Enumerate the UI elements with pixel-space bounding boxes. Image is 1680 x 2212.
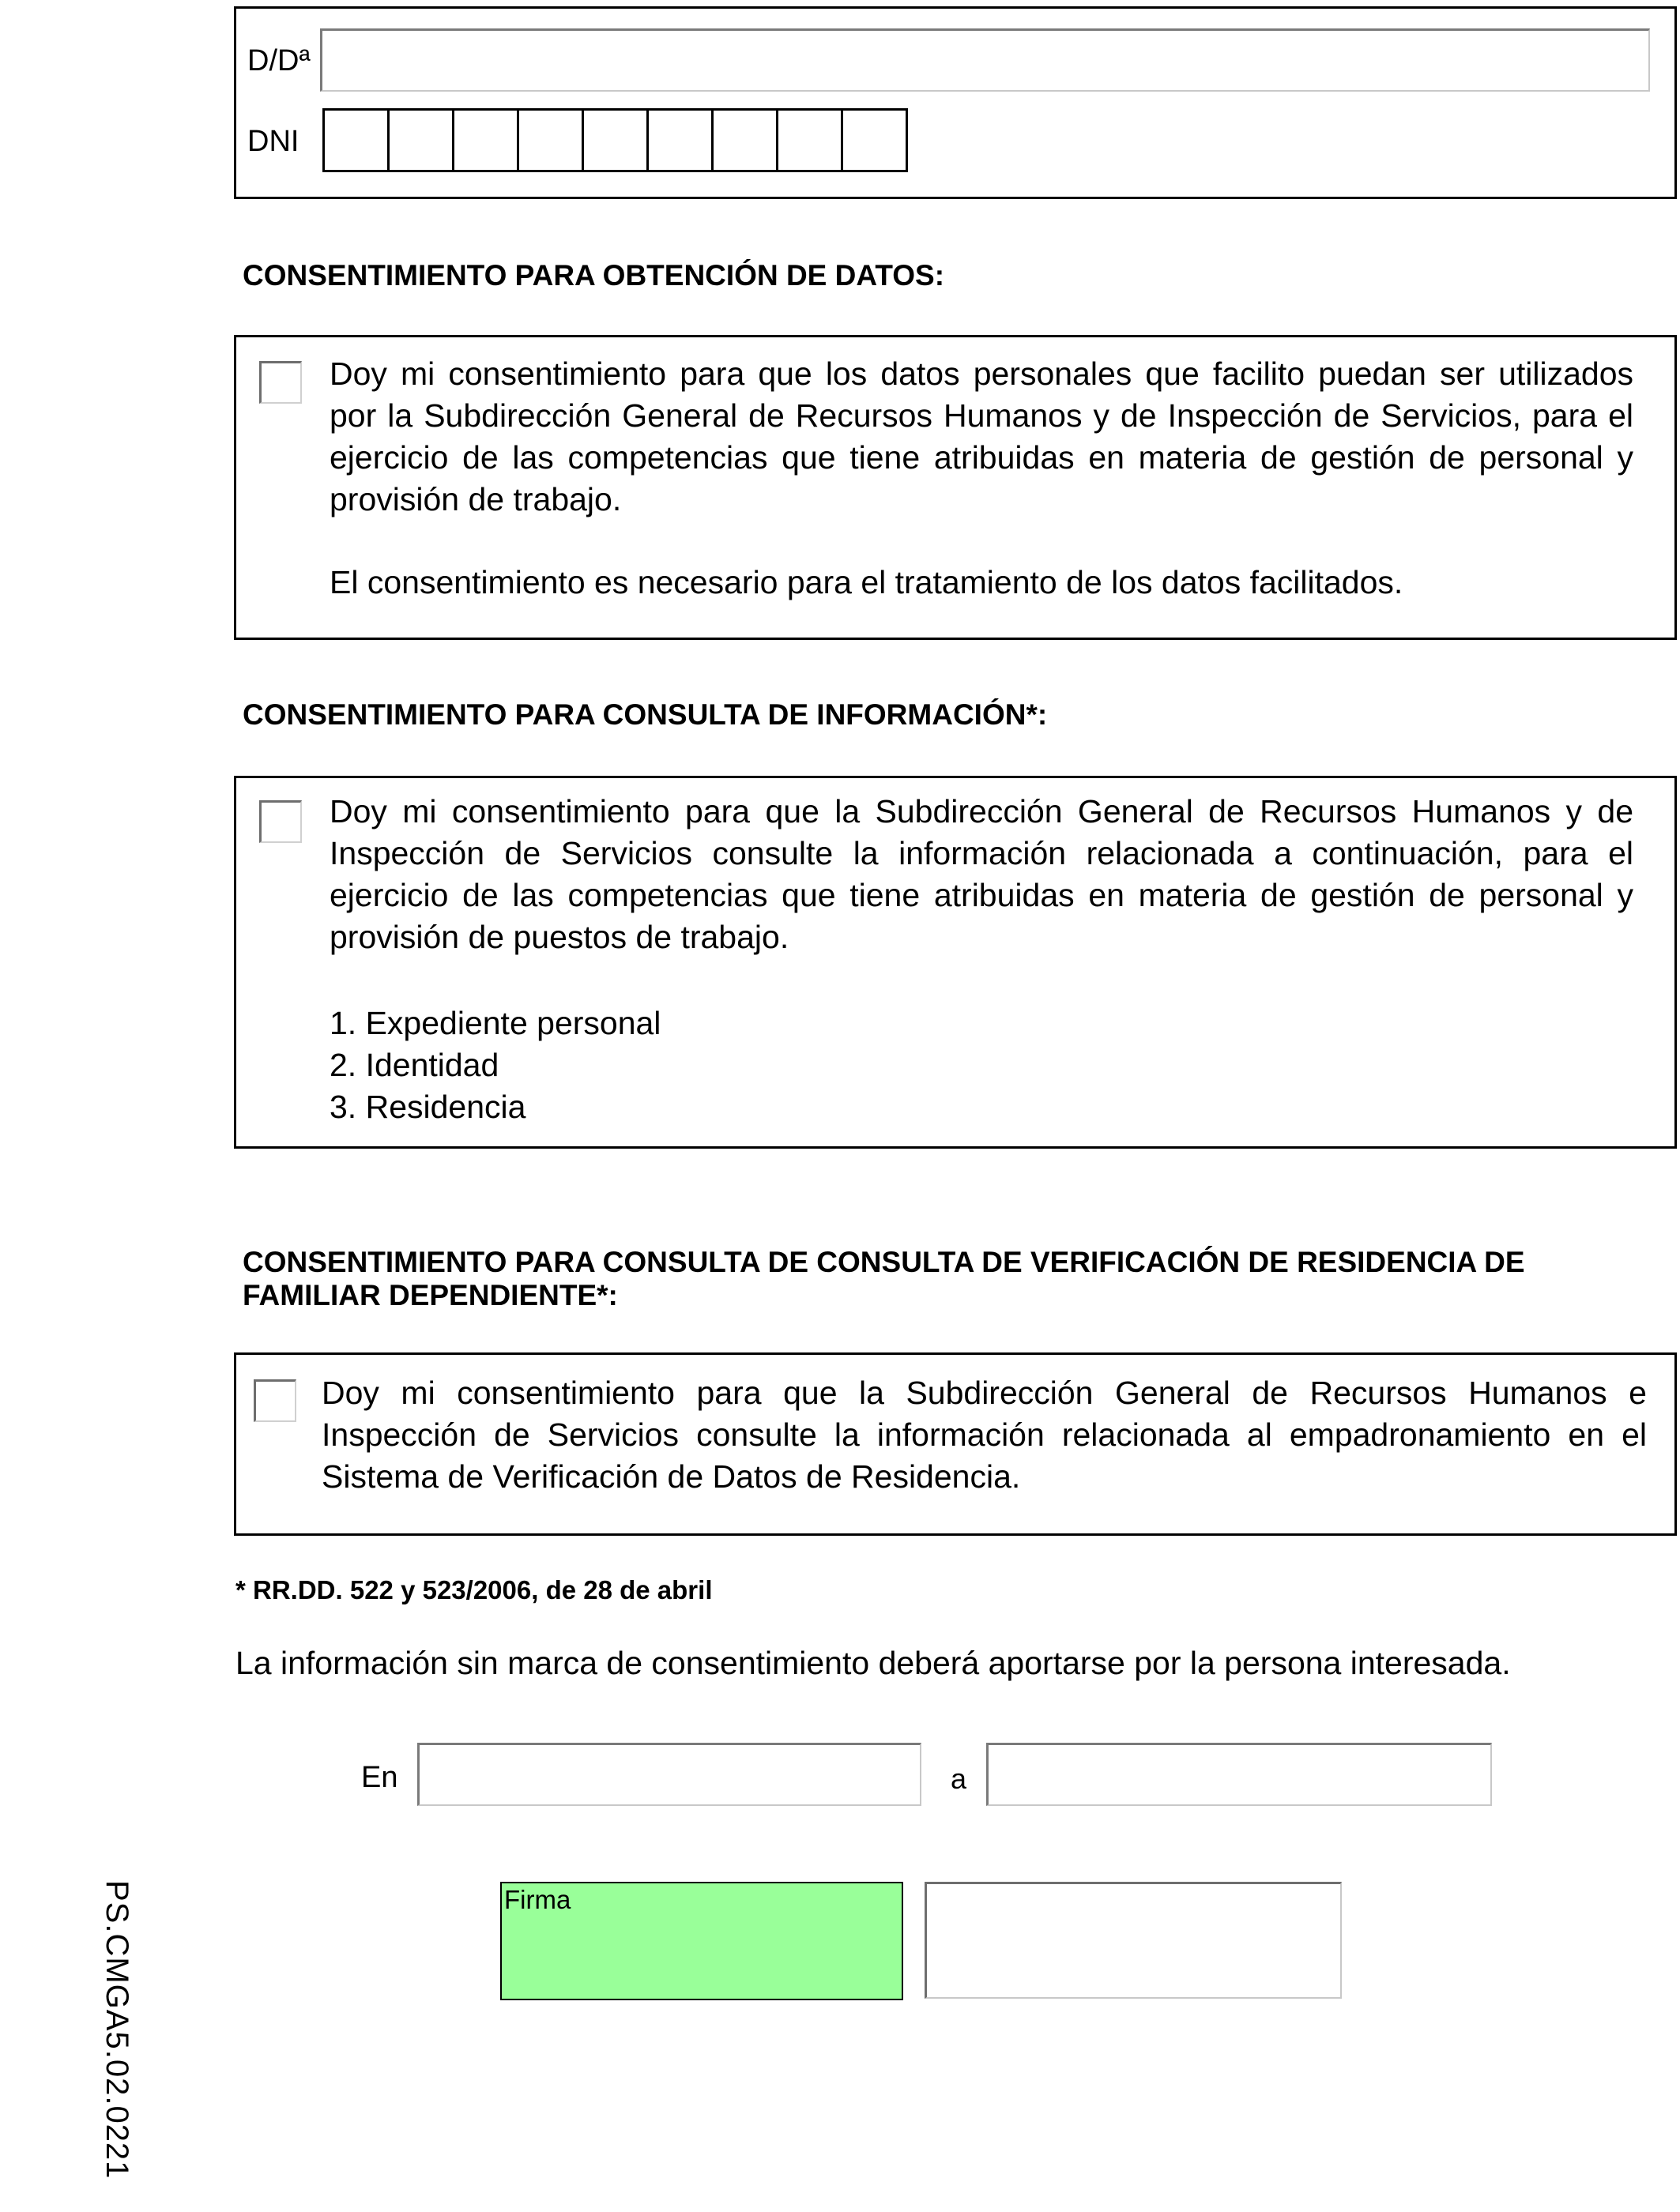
dni-cell[interactable] [646, 108, 714, 172]
name-label: D/Dª [247, 44, 311, 77]
dni-label: DNI [247, 125, 299, 158]
signature-label: Firma [504, 1885, 571, 1914]
section2-panel [234, 776, 1677, 1149]
section3-text: Doy mi consentimiento para que la Subdirección General de Recursos Humanos e Inspección de Servicios consulte la información relacionada al empadronamiento en el Sistema de Verificación de Datos de Residencia. [322, 1375, 1647, 1495]
date-input[interactable] [986, 1743, 1492, 1806]
dni-cell[interactable] [517, 108, 584, 172]
section2-text: Doy mi consentimiento para que la Subdirección General de Recursos Humanos y de Inspección de Servicios consulte la información relacionada a continuación, para el ejercicio de las competencias que tiene atribuidas en materia de gestión de personal y provisión de puestos de trabajo. [330, 793, 1633, 955]
section1-checkbox[interactable] [259, 361, 302, 404]
info-note: La información sin marca de consentimiento deberá aportarse por la persona interesada. [235, 1645, 1511, 1681]
place-input[interactable] [417, 1743, 921, 1806]
list-item: 1. Expediente personal [330, 1005, 661, 1041]
a-label: a [951, 1762, 967, 1795]
section1-note: El consentimiento es necesario para el tratamiento de los datos facilitados. [330, 564, 1403, 600]
dni-cell[interactable] [711, 108, 778, 172]
dni-cell[interactable] [776, 108, 843, 172]
signature-field[interactable] [925, 1882, 1342, 1999]
section1-text: Doy mi consentimiento para que los datos personales que facilito puedan ser utilizados por la Subdirección General de Recursos Humanos y de Inspección de Servicios, para el ejercicio de las competencias que tiene atribuidas en materia de gestión de personal y provisión de trabajo. [330, 356, 1633, 517]
section1-heading: CONSENTIMIENTO PARA OBTENCIÓN DE DATOS: [243, 259, 945, 292]
section3-heading: CONSENTIMIENTO PARA CONSULTA DE CONSULTA DE VERIFICACIÓN DE RESIDENCIA DE FAMILIAR DEPENDIENTE*: [243, 1246, 1525, 1311]
section3-panel [234, 1352, 1677, 1536]
dni-cell[interactable] [322, 108, 390, 172]
signature-area[interactable] [500, 1882, 903, 2000]
document-code: PS.CMGA5.02.0221 [100, 1880, 134, 2180]
name-input[interactable] [320, 28, 1650, 92]
section2-list [330, 1003, 661, 1128]
dni-cells [322, 108, 908, 172]
en-label: En [361, 1761, 398, 1794]
dni-cell[interactable] [841, 108, 908, 172]
dni-cell[interactable] [452, 108, 519, 172]
dni-cell[interactable] [582, 108, 649, 172]
list-item: 3. Residencia [330, 1089, 526, 1125]
list-item: 2. Identidad [330, 1047, 499, 1083]
section3-checkbox[interactable] [254, 1379, 296, 1422]
section2-heading: CONSENTIMIENTO PARA CONSULTA DE INFORMACIÓN*: [243, 698, 1048, 731]
section2-checkbox[interactable] [259, 800, 302, 843]
footnote: * RR.DD. 522 y 523/2006, de 28 de abril [235, 1575, 713, 1604]
section1-panel [234, 335, 1677, 640]
dni-cell[interactable] [387, 108, 454, 172]
